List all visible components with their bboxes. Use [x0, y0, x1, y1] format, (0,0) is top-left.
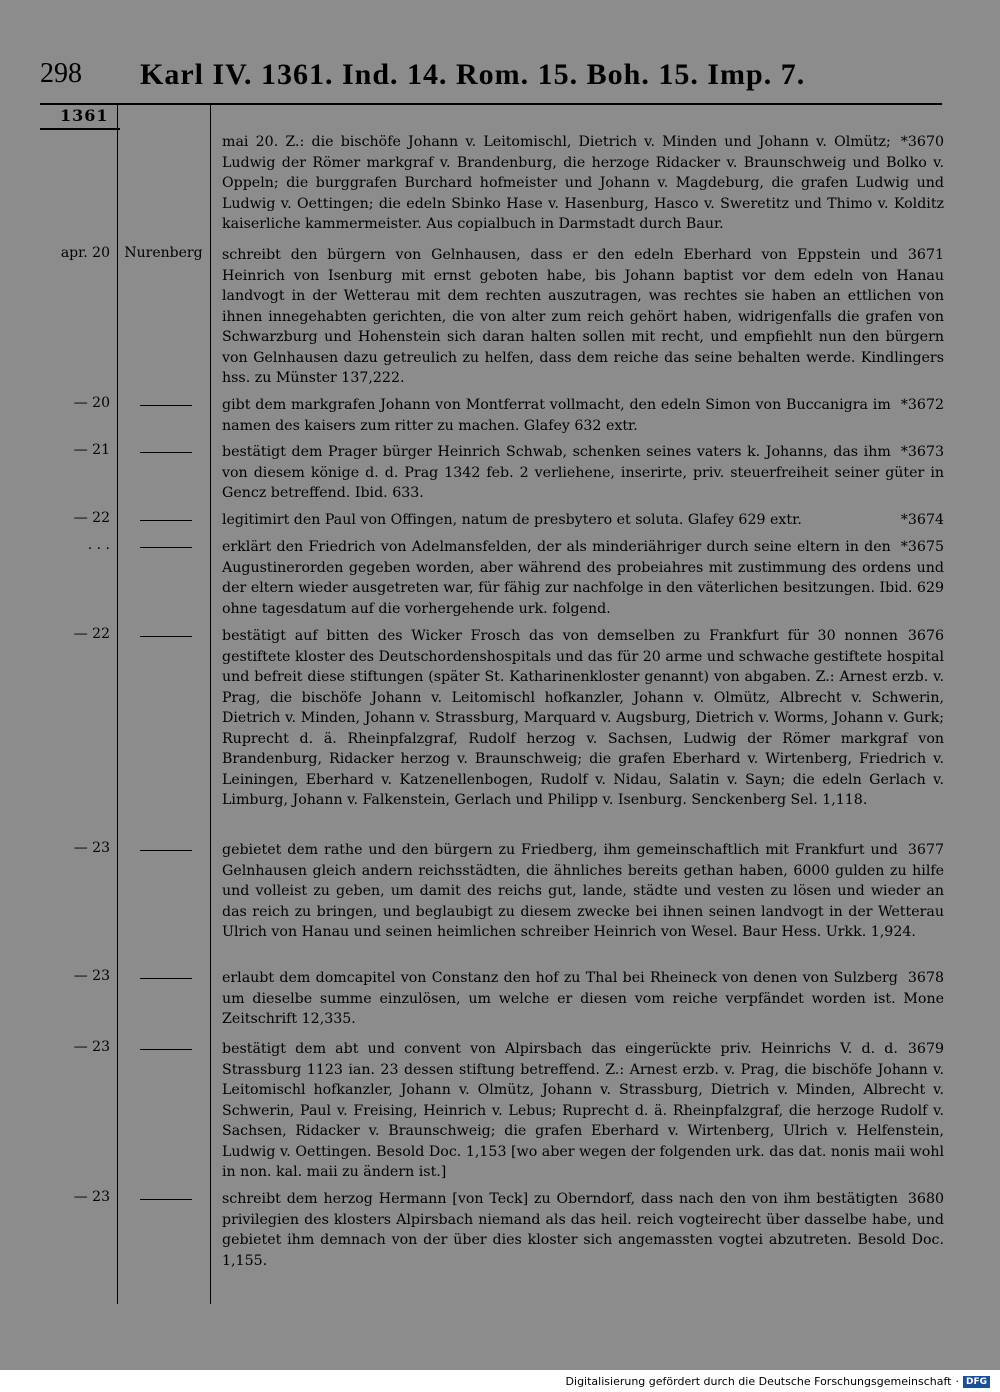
entry-text: 3676 bestätigt auf bitten des Wicker Frosch das von demselben zu Frankfurt für 30 nonnen gestiftete kloster des Deutschordenshospitals und das für 20 arme und schwache gestiftete hospital und befreit diese stiftungen (später St. Katharinenkloster genannt) von abgaben. Z.: Arnest erzb. v. Prag, die bischöfe Johann v. Leitomischl hofkanzler, Johann v. Olmütz, Albrecht v. Schwerin, Dietrich v. Minden, Johann v. Strassburg, Marquard v. Augsburg, Dietrich v. Worms, Johann v. Gurk; Ruprecht d. ä. Rheinpfalzgraf, Rudolf herzog v. Sachsen, Ludwig der Römer markgraf von Brandenburg, Ridacker herzog v. Braunschweig; die grafen Eberhard v. Wirtenberg, Friedrich v. Leiningen, Eberhard v. Katzenellenbogen, Rudolf v. Nidau, Salatin v. Sayn; die edeln Gerlach v. Limburg, Johann v. Falkenstein, Gerlach und Philipp v. Isenburg. Senckenberg Sel. 1,118. — [222, 628, 944, 808]
entry-date: apr. 20 — [60, 245, 110, 261]
column-divider-place — [210, 104, 211, 1304]
entry-date: — 23 — [73, 968, 110, 984]
register-number: 3679 — [907, 1041, 944, 1057]
footer: Digitalisierung gefördert durch die Deutsche Forschungsgemeinschaft · DFG — [566, 1375, 990, 1388]
entry-text: 3678 erlaubt dem domcapitel von Constanz den hof zu Thal bei Rheineck von denen von Sulzberg um dieselbe summe einzulösen, um welche er diesen vom reiche verpfändet worden ist. Mone Zeitschrift 12,335. — [222, 970, 944, 1027]
register-number: 3680 — [907, 1191, 944, 1207]
entry-date: — 23 — [73, 1189, 110, 1205]
entry-text: *3673 bestätigt dem Prager bürger Heinrich Schwab, schenken seines vaters k. Johanns, das ihm von diesem könige d. d. Prag 1342 feb. 2 verliehene, inserirte, priv. steuerfreiheit seiner güter in Gencz betreffend. Ibid. 633. — [222, 444, 944, 501]
place-ditto-dash — [140, 520, 192, 521]
entry-text: *3670 mai 20. Z.: die bischöfe Johann v. Leitomischl, Dietrich v. Minden und Johann v. Olmütz; Ludwig der Römer markgraf v. Brandenburg, die herzoge Ridacker v. Braunschweig und Bolko v. Oppeln; die burggrafen Burchard hofmeister und Johann v. Magdeburg, die grafen Ludwig und Ludwig v. Oettingen; die edeln Sbinko Hase v. Hasenburg, Hasco v. Sweretitz und Thimo v. Kolditz kaiserliche kammermeister. Aus copialbuch in Darmstadt durch Baur. — [222, 134, 944, 232]
header-rule — [40, 103, 942, 105]
register-number: *3674 — [900, 512, 944, 528]
page-header — [40, 58, 960, 98]
place-ditto-dash — [140, 978, 192, 979]
entry-date: — 21 — [73, 442, 110, 458]
register-number: *3673 — [900, 444, 944, 460]
entry-date: — 20 — [73, 395, 110, 411]
place-ditto-dash — [140, 850, 192, 851]
entry-text: *3674 legitimirt den Paul von Offingen, natum de presbytero et soluta. Glafey 629 extr. — [222, 510, 944, 531]
entry-text: 3680 schreibt dem herzog Hermann [von Teck] zu Oberndorf, dass nach den von ihm bestätigten privilegien des klosters Alpirsbach niemand als das heil. reich vogteirecht über dasselbe habe, und gebietet ihm demnach von der über dies kloster sich angemassten vogtei abzutreten. Besold Doc. 1,155. — [222, 1191, 944, 1269]
entry-text: 3679 bestätigt dem abt und convent von Alpirsbach das eingerückte priv. Heinrichs V. d. d. Strassburg 1123 ian. 23 dessen stiftung betreffend. Z.: Arnest erzb. v. Prag, die bischöfe Johann v. Leitomischl hofkanzler, Johann v. Olmütz, Johann v. Strassburg, Dietrich v. Minden, Albrecht v. Schwerin, Paul v. Freising, Heinrich v. Lebus; Ruprecht d. ä. Rheinpfalzgraf, die herzoge Rudolf v. Sachsen, Ridacker v. Braunschweig; die grafen Eberhard v. Wirtenberg, Ulrich v. Helfenstein, Ludwig v. Oettingen. Besold Doc. 1,153 [wo aber wegen der folgenden urk. das dat. nonis maii wohl in non. kal. maii zu ändern ist.] — [222, 1041, 944, 1180]
place-ditto-dash — [140, 405, 192, 406]
entry-place: Nurenberg — [124, 245, 203, 261]
register-number: *3672 — [900, 397, 944, 413]
column-divider-date — [117, 104, 118, 1304]
register-number: *3670 — [900, 134, 944, 150]
running-head: Karl IV. 1361. Ind. 14. Rom. 15. Boh. 15. Imp. 7. — [140, 58, 806, 91]
entry-date: . . . — [87, 537, 110, 553]
entry-text: *3672 gibt dem markgrafen Johann von Montferrat vollmacht, den edeln Simon von Buccanigra im namen des kaisers zum ritter zu machen. Glafey 632 extr. — [222, 397, 944, 434]
place-ditto-dash — [140, 1199, 192, 1200]
entry-text: *3675 erklärt den Friedrich von Adelmansfelden, der als minderiähriger durch seine eltern in den Augustinerorden gegeben worden, aber während des probeiahres mit zustimmung des ordens und der eltern wieder ausgetreten war, für fähig zur nachfolge in den väterlichen besitzungen. Ibid. 629 ohne tagesdatum auf die vorhergehende urk. folgend. — [222, 539, 944, 617]
register-number: 3676 — [907, 628, 944, 644]
register-number: 3671 — [907, 247, 944, 263]
year-label: 1361 — [60, 106, 109, 125]
dfg-logo: DFG — [963, 1376, 990, 1388]
place-ditto-dash — [140, 636, 192, 637]
year-underline — [40, 128, 120, 130]
entry-date: — 23 — [73, 1039, 110, 1055]
footer-credit: Digitalisierung gefördert durch die Deutsche Forschungsgemeinschaft — [565, 1375, 952, 1388]
place-ditto-dash — [140, 547, 192, 548]
entry-text: 3671 schreibt den bürgern von Gelnhausen, dass er den edeln Eberhard von Eppstein und Heinrich von Isenburg mit ernst geboten habe, bis Johann baptist vor dem edeln von Hanau landvogt in der Wetterau mit dem rechten auszutragen, was rechtes sie haben an ettlichen von ihnen innegehabten gerichten, die von alter zum reich gehört haben, widrigenfalls die grafen von Schwarzburg und Hohenstein sich daran halten sollen mit recht, und empfiehlt nun den bürgern von Gelnhausen dazu getreulich zu helfen, dass dem reiche das seine behalten werde. Kindlingers hss. zu Münster 137,222. — [222, 247, 944, 386]
place-ditto-dash — [140, 452, 192, 453]
page-number: 298 — [40, 58, 82, 89]
entry-text: 3677 gebietet dem rathe und den bürgern zu Friedberg, ihm gemeinschaftlich mit Frankfurt und Gelnhausen gleich andern reichsstädten, die ähnliches bereits gethan haben, 6000 gulden zu hilfe und volleist zu geben, um damit des reichs gut, lande, städte und vesten zu lösen und wieder an das reich zu bringen, und beglaubigt zu diesem zwecke bei ihnen seinen landvogt in der Wetterau Ulrich von Hanau und seinen heimlichen schreiber Heinrich von Wesel. Baur Hess. Urkk. 1,924. — [222, 842, 944, 940]
place-ditto-dash — [140, 1049, 192, 1050]
entry-date: — 22 — [73, 626, 110, 642]
entry-date: — 22 — [73, 510, 110, 526]
register-number: *3675 — [900, 539, 944, 555]
register-number: 3677 — [907, 842, 944, 858]
register-number: 3678 — [907, 970, 944, 986]
entry-date: — 23 — [73, 840, 110, 856]
